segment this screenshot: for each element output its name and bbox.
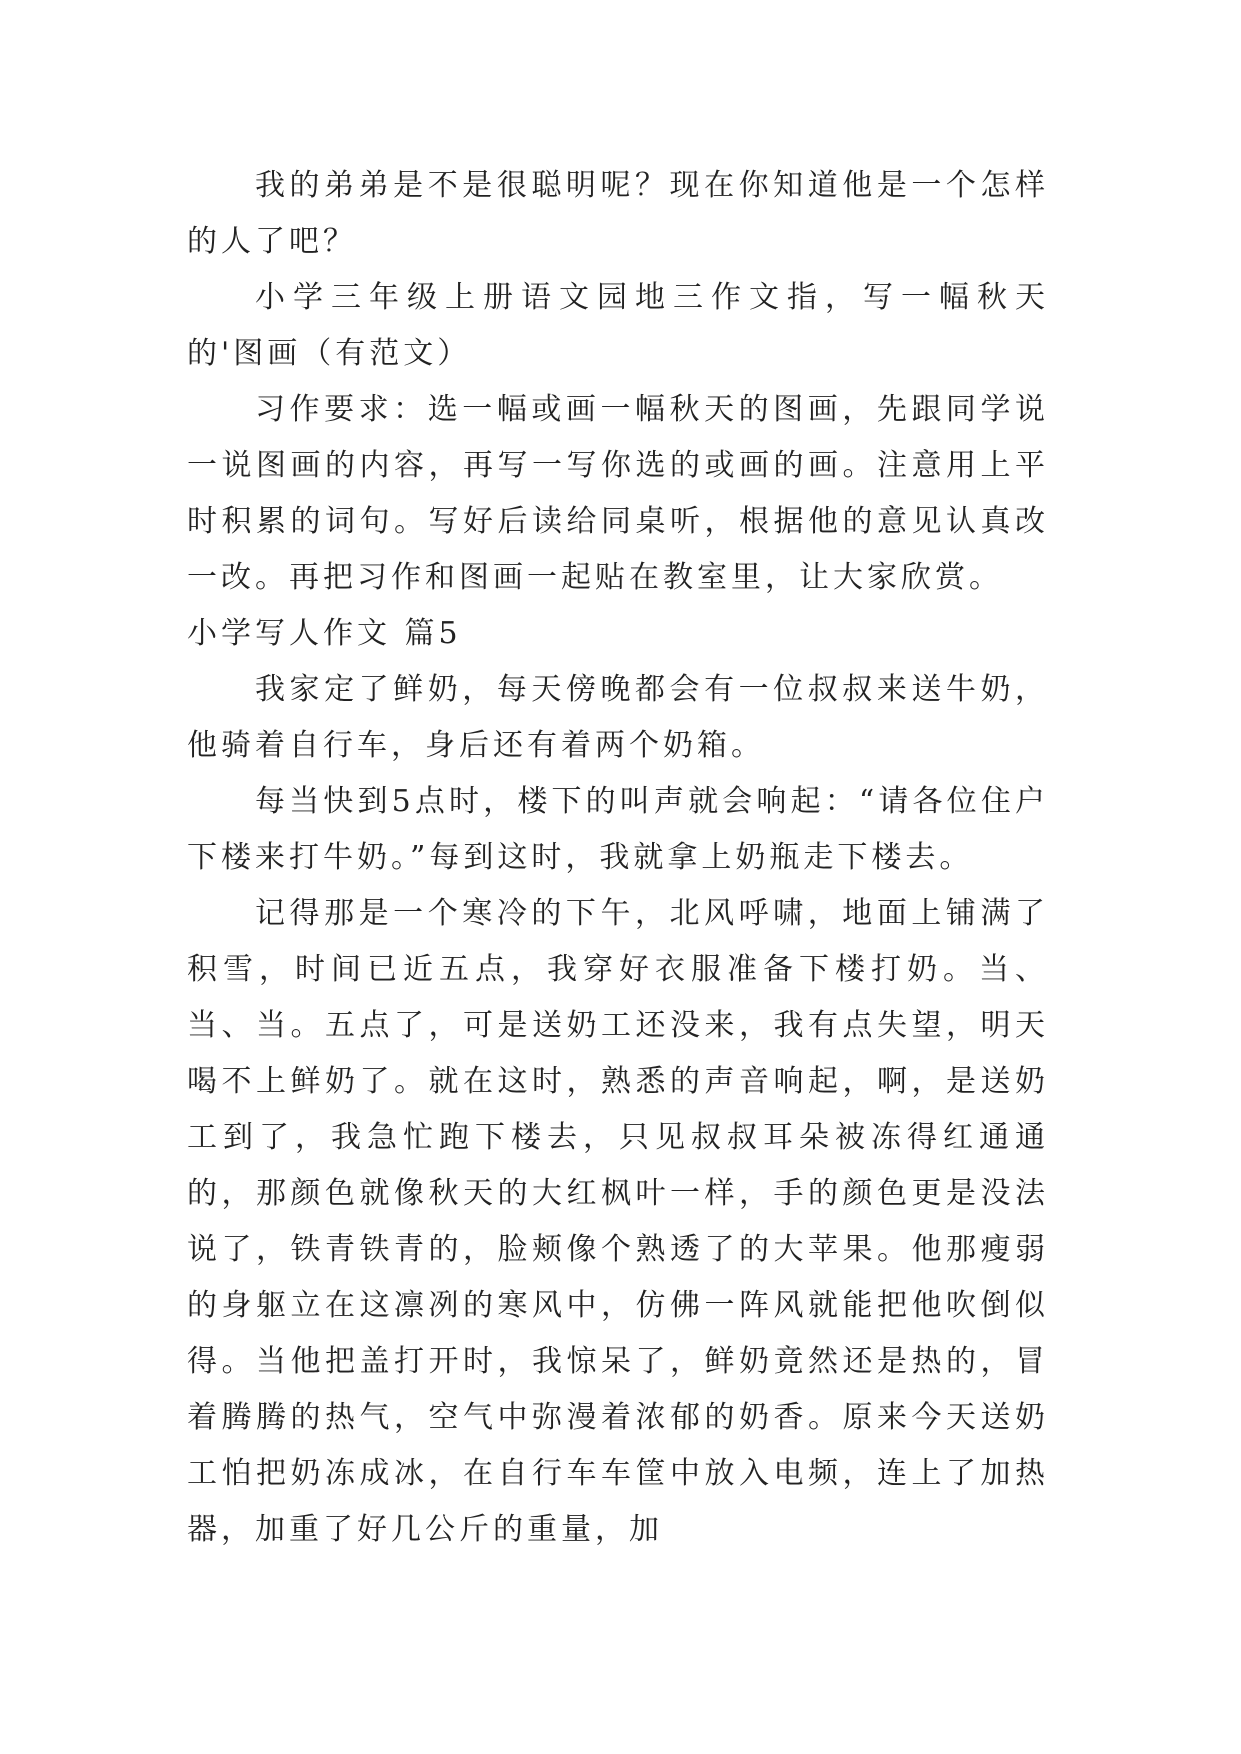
paragraph: 我的弟弟是不是很聪明呢？现在你知道他是一个怎样的人了吧？ [187,168,1049,259]
paragraph: 记得那是一个寒冷的下午，北风呼啸，地面上铺满了积雪，时间已近五点，我穿好衣服准备下楼打奶。当、当、当。五点了，可是送奶工还没来，我有点失望，明天喝不上鲜奶了。就在这时，熟悉的声音响起，啊，是送奶工到了，我急忙跑下楼去，只见叔叔耳朵被冻得红通通的，那颜色就像秋天的大红枫叶一样，手的颜色更是没法说了，铁青铁青的，脸颊像个熟透了的大苹果。他那瘦弱的身躯立在这凛冽的寒风中，仿佛一阵风就能把他吹倒似得。当他把盖打开时，我惊呆了，鲜奶竟然还是热的，冒着腾腾的热气，空气中弥漫着浓郁的奶香。原来今天送奶工怕把奶冻成冰，在自行车车筐中放入电频，连上了加热器，加重了好几公斤的重量，加 [187,896,1049,1547]
document-page [187,158,1049,1558]
paragraph: 每当快到5点时，楼下的叫声就会响起：“请各位住户下楼来打牛奶。”每到这时，我就拿上奶瓶走下楼去。 [187,784,1049,875]
paragraph: 习作要求：选一幅或画一幅秋天的图画，先跟同学说一说图画的内容，再写一写你选的或画的画。注意用上平时积累的词句。写好后读给同桌听，根据他的意见认真改一改。再把习作和图画一起贴在教室里，让大家欣赏。 [187,392,1049,595]
section-heading: 小学写人作文 篇5 [187,616,462,651]
paragraph: 我家定了鲜奶，每天傍晚都会有一位叔叔来送牛奶，他骑着自行车，身后还有着两个奶箱。 [187,672,1049,763]
paragraph: 小学三年级上册语文园地三作文指，写一幅秋天的'图画（有范文） [187,280,1049,371]
